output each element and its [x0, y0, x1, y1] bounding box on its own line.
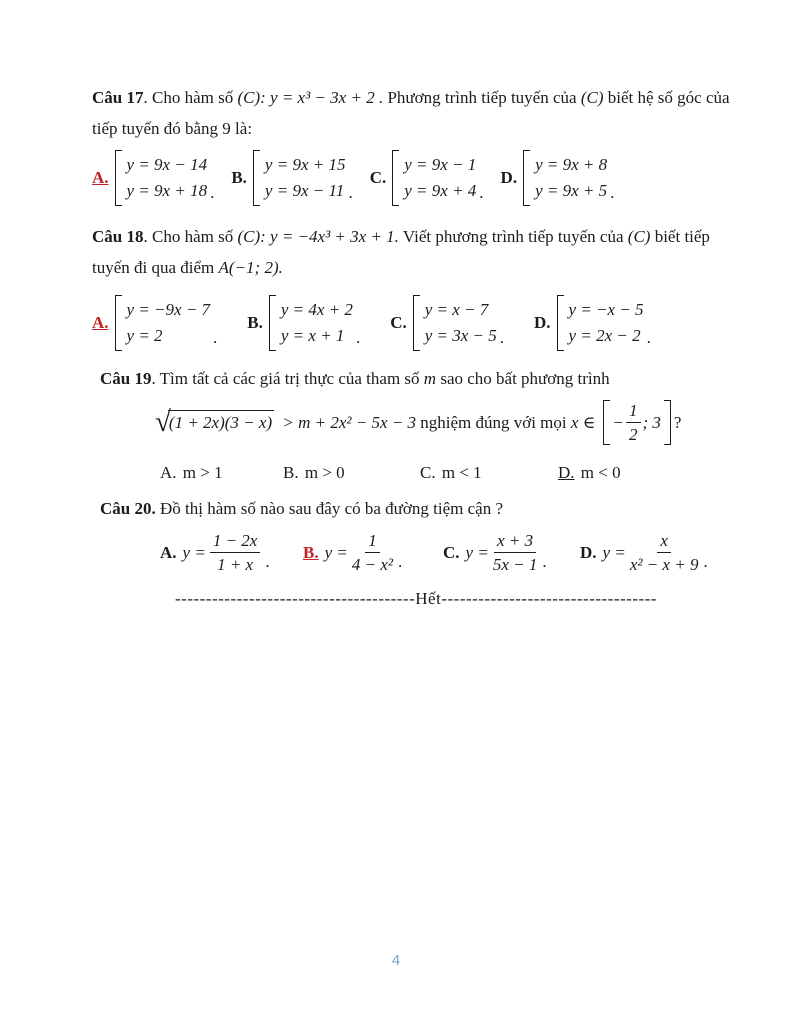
q17-math-1: (C): y = x³ − 3x + 2 . [237, 88, 384, 107]
q19-formula [155, 398, 740, 447]
left-bracket-glyph [115, 295, 122, 351]
square-root [155, 405, 274, 438]
q18-option-a [92, 295, 217, 351]
q20-text-1: Đồ thị hàm số nào sau đây có ba đường tiệm cận ? [155, 499, 503, 518]
equation-line: y = 9x − 1 [404, 155, 477, 174]
left-bracket-glyph [557, 295, 564, 351]
fraction [352, 530, 393, 575]
q17-option-b-label: B. [231, 168, 247, 187]
question-17-number: Câu 17 [92, 88, 144, 107]
q19-formula-text: nghiệm đúng với mọi [415, 412, 571, 432]
q20-option-d [580, 530, 708, 575]
q17-option-d [501, 150, 615, 206]
equation-line: y = x + 1 [280, 326, 345, 345]
interval [603, 398, 671, 447]
q20-option-c-label: C. [443, 542, 460, 562]
q18-math-2: (C) [627, 227, 651, 246]
question-17-options [92, 150, 740, 206]
q19-option-b [283, 463, 420, 483]
q19-option-b-label: B. [283, 463, 299, 482]
q19-math-1: m [423, 369, 437, 388]
equation-system [413, 295, 497, 351]
q18-text-3: biết tiếp tuyến đi qua điểm [92, 227, 710, 277]
option-period: . [265, 552, 270, 571]
fraction-denominator: x² − x + 9 [629, 555, 699, 574]
q20-option-b-label: B. [303, 542, 319, 562]
radicand: (1 + 2x)(3 − x) [168, 410, 274, 433]
option-period: . [398, 552, 403, 571]
equation-line: y = 9x − 11 [264, 181, 345, 200]
q19-option-a-text: m > 1 [178, 463, 223, 482]
equation-system [115, 150, 208, 206]
q20-option-a-lhs: y = [182, 542, 206, 562]
q18-option-b-label: B. [247, 313, 263, 332]
q17-option-b [231, 150, 352, 206]
end-of-exam-line: ---------------------------------------Hết----------------------------------- [175, 589, 657, 608]
fraction [210, 530, 261, 575]
question-19-text [100, 363, 740, 394]
option-period: . [210, 183, 215, 202]
q19-text-2: sao cho bất phương trình [436, 369, 610, 388]
left-bracket-glyph [269, 295, 276, 351]
q20-option-a [160, 530, 303, 575]
q19-option-d-text: m < 0 [576, 463, 621, 482]
q18-option-c-label: C. [390, 313, 407, 332]
q18-option-b [247, 295, 360, 351]
equation-line: y = 9x − 14 [126, 155, 208, 174]
question-20-number: Câu 20. [100, 499, 156, 518]
option-period: . [213, 328, 218, 347]
question-20-text [100, 493, 740, 524]
q19-text-1: . Tìm tất cả các giá trị thực của tham số [151, 369, 424, 388]
q17-math-2: (C) [580, 88, 604, 107]
q19-inequality: > m + 2x² − 5x − 3 [278, 412, 416, 432]
q20-option-b [303, 530, 443, 575]
option-period: . [479, 183, 484, 202]
left-bracket-glyph [392, 150, 399, 206]
q18-option-d [534, 295, 651, 351]
question-20-options [160, 530, 740, 575]
q17-option-a [92, 150, 214, 206]
option-period: . [610, 183, 615, 202]
q19-option-c-text: m < 1 [437, 463, 482, 482]
fraction-denominator: 4 − x² [351, 555, 393, 574]
q17-option-a-label: A. [92, 168, 109, 187]
interval-rest: ; 3 [642, 412, 661, 432]
equation-system [269, 295, 353, 351]
fraction-numerator: 1 − 2x [210, 530, 261, 553]
q18-option-c [390, 295, 504, 351]
q20-option-a-label: A. [160, 542, 177, 562]
equation-system [392, 150, 476, 206]
q19-option-a-label: A. [160, 463, 177, 482]
interval-minus: − [612, 412, 624, 432]
fraction [493, 530, 538, 575]
q17-text-1: . Cho hàm số [143, 88, 238, 107]
q19-option-a [160, 463, 283, 483]
q18-option-a-label: A. [92, 313, 109, 332]
q19-option-c-label: C. [420, 463, 436, 482]
option-period: . [703, 552, 708, 571]
equation-line: y = 9x + 8 [535, 155, 608, 174]
fraction [626, 400, 641, 445]
left-square-bracket-glyph [603, 400, 610, 445]
equation-system [557, 295, 644, 351]
q17-option-c-label: C. [369, 168, 387, 187]
equation-line: y = −x − 5 [568, 300, 644, 319]
equation-line: y = 2x − 2 [568, 326, 641, 345]
equation-system [523, 150, 607, 206]
option-period: . [499, 328, 505, 347]
fraction-denominator: 5x − 1 [492, 555, 538, 574]
fraction-numerator: 1 [626, 400, 641, 423]
equation-line: y = −9x − 7 [126, 300, 211, 319]
q17-text-2: Phương trình tiếp tuyến của [383, 88, 581, 107]
page-number: 4 [391, 952, 401, 969]
left-bracket-glyph [413, 295, 420, 351]
equation-line: y = 3x − 5 [424, 326, 497, 345]
fraction-numerator: x + 3 [494, 530, 536, 553]
page-content [92, 82, 740, 609]
fraction-denominator: 2 [629, 425, 638, 444]
option-period: . [542, 552, 547, 571]
q18-option-d-label: D. [534, 313, 551, 332]
left-bracket-glyph [523, 150, 530, 206]
equation-line: y = 9x + 15 [264, 155, 346, 174]
q18-math-3: A(−1; 2). [218, 258, 283, 277]
equation-line: y = 4x + 2 [280, 300, 353, 319]
q17-text-3: biết hệ số góc của tiếp tuyến đó bằng 9 là: [92, 88, 730, 138]
q18-text-2: Viết phương trình tiếp tuyến của [398, 227, 628, 246]
q19-option-c [420, 463, 558, 483]
q19-option-d [558, 463, 621, 483]
q19-option-d-label: D. [558, 463, 575, 482]
left-bracket-glyph [253, 150, 260, 206]
q19-option-b-text: m > 0 [300, 463, 345, 482]
q20-option-b-lhs: y = [324, 542, 348, 562]
q19-question-mark: ? [673, 412, 682, 432]
question-19-options [160, 463, 740, 483]
q17-option-c [370, 150, 484, 206]
q17-option-d-label: D. [500, 168, 518, 187]
right-square-bracket-glyph [664, 400, 671, 445]
equation-line: y = 9x + 18 [126, 181, 208, 200]
fraction-denominator: 1 + x [217, 555, 254, 574]
equation-system [115, 295, 211, 351]
question-17-text [92, 82, 740, 144]
equation-system [253, 150, 346, 206]
question-18-text [92, 221, 740, 283]
q20-option-c [443, 530, 580, 575]
fraction-numerator: x [657, 530, 671, 553]
option-period: . [646, 328, 651, 347]
radical-sign-icon: √ [155, 405, 171, 438]
q19-membership: x ∈ [570, 412, 600, 432]
option-period: . [355, 328, 361, 347]
q18-text-1: . Cho hàm số [143, 227, 238, 246]
q20-option-c-lhs: y = [465, 542, 489, 562]
question-19-number: Câu 19 [100, 369, 152, 388]
q20-option-d-label: D. [580, 542, 597, 562]
equation-line: y = x − 7 [424, 300, 489, 319]
question-18-options [92, 295, 740, 351]
q18-math-1: (C): y = −4x³ + 3x + 1. [237, 227, 399, 246]
fraction [630, 530, 699, 575]
equation-line: y = 9x + 4 [404, 181, 477, 200]
question-18-number: Câu 18 [92, 227, 144, 246]
equation-line: y = 9x + 5 [535, 181, 608, 200]
fraction-numerator: 1 [365, 530, 380, 553]
equation-line: y = 2 [126, 326, 163, 345]
left-bracket-glyph [115, 150, 122, 206]
q20-option-d-lhs: y = [602, 542, 626, 562]
option-period: . [348, 183, 353, 202]
